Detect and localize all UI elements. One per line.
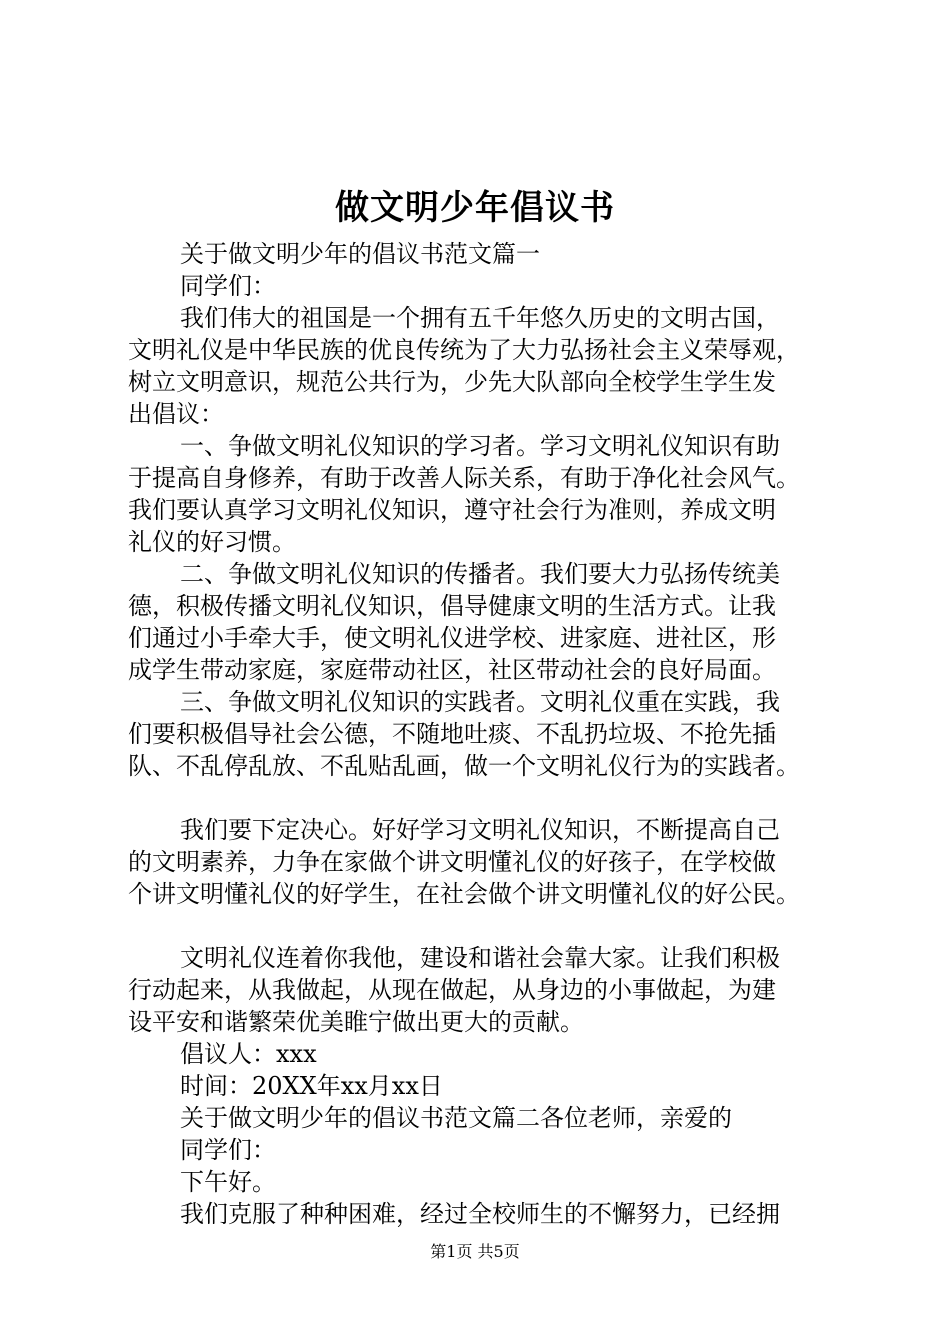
text-line: 一、争做文明礼仪知识的学习者。学习文明礼仪知识有助: [180, 432, 780, 460]
blank-line: [128, 910, 838, 942]
text-line: 们要积极倡导社会公德，不随地吐痰、不乱扔垃圾、不抢先插: [128, 720, 776, 748]
text-line: 出倡议：: [128, 400, 224, 428]
page-footer: 第1页 共5页: [430, 1242, 520, 1261]
document-title: 做文明少年倡议书: [335, 188, 615, 228]
text-line: 德，积极传播文明礼仪知识，倡导健康文明的生活方式。让我: [128, 592, 776, 620]
text-line: 礼仪的好习惯。: [128, 528, 296, 556]
text-line: 关于做文明少年的倡议书范文篇一: [180, 240, 540, 268]
text-line: 个讲文明懂礼仪的好学生，在社会做个讲文明懂礼仪的好公民。: [128, 880, 800, 908]
text-line: 倡议人：xxx: [180, 1040, 317, 1068]
text-line: 二、争做文明礼仪知识的传播者。我们要大力弘扬传统美: [180, 560, 780, 588]
text-line: 设平安和谐繁荣优美睢宁做出更大的贡献。: [128, 1008, 584, 1036]
text-line: 队、不乱停乱放、不乱贴乱画，做一个文明礼仪行为的实践者。: [128, 752, 800, 780]
text-line: 们通过小手牵大手，使文明礼仪进学校、进家庭、进社区，形: [128, 624, 776, 652]
document-body: [128, 238, 838, 1230]
text-line: 文明礼仪连着你我他，建设和谐社会靠大家。让我们积极: [180, 944, 780, 972]
text-line: 我们克服了种种困难，经过全校师生的不懈努力，已经拥: [180, 1200, 780, 1228]
text-line: 于提高自身修养，有助于改善人际关系，有助于净化社会风气。: [128, 464, 800, 492]
text-line: 成学生带动家庭，家庭带动社区，社区带动社会的良好局面。: [128, 656, 776, 684]
text-line: 关于做文明少年的倡议书范文篇二各位老师，亲爱的: [180, 1104, 732, 1132]
text-line: 的文明素养，力争在家做个讲文明懂礼仪的好孩子，在学校做: [128, 848, 776, 876]
text-line: 行动起来，从我做起，从现在做起，从身边的小事做起，为建: [128, 976, 776, 1004]
text-line: 文明礼仪是中华民族的优良传统为了大力弘扬社会主义荣辱观，: [128, 336, 800, 364]
text-line: 三、争做文明礼仪知识的实践者。文明礼仪重在实践，我: [180, 688, 780, 716]
text-line: 我们伟大的祖国是一个拥有五千年悠久历史的文明古国，: [180, 304, 780, 332]
text-line: 我们要认真学习文明礼仪知识，遵守社会行为准则，养成文明: [128, 496, 776, 524]
text-line: 我们要下定决心。好好学习文明礼仪知识，不断提高自己: [180, 816, 780, 844]
text-line: 下午好。: [180, 1168, 276, 1196]
text-line: 同学们：: [180, 272, 276, 300]
text-line: 树立文明意识，规范公共行为，少先大队部向全校学生学生发: [128, 368, 776, 396]
text-line: 时间：20XX年xx月xx日: [180, 1072, 443, 1100]
blank-line: [128, 782, 838, 814]
text-line: 同学们：: [180, 1136, 276, 1164]
